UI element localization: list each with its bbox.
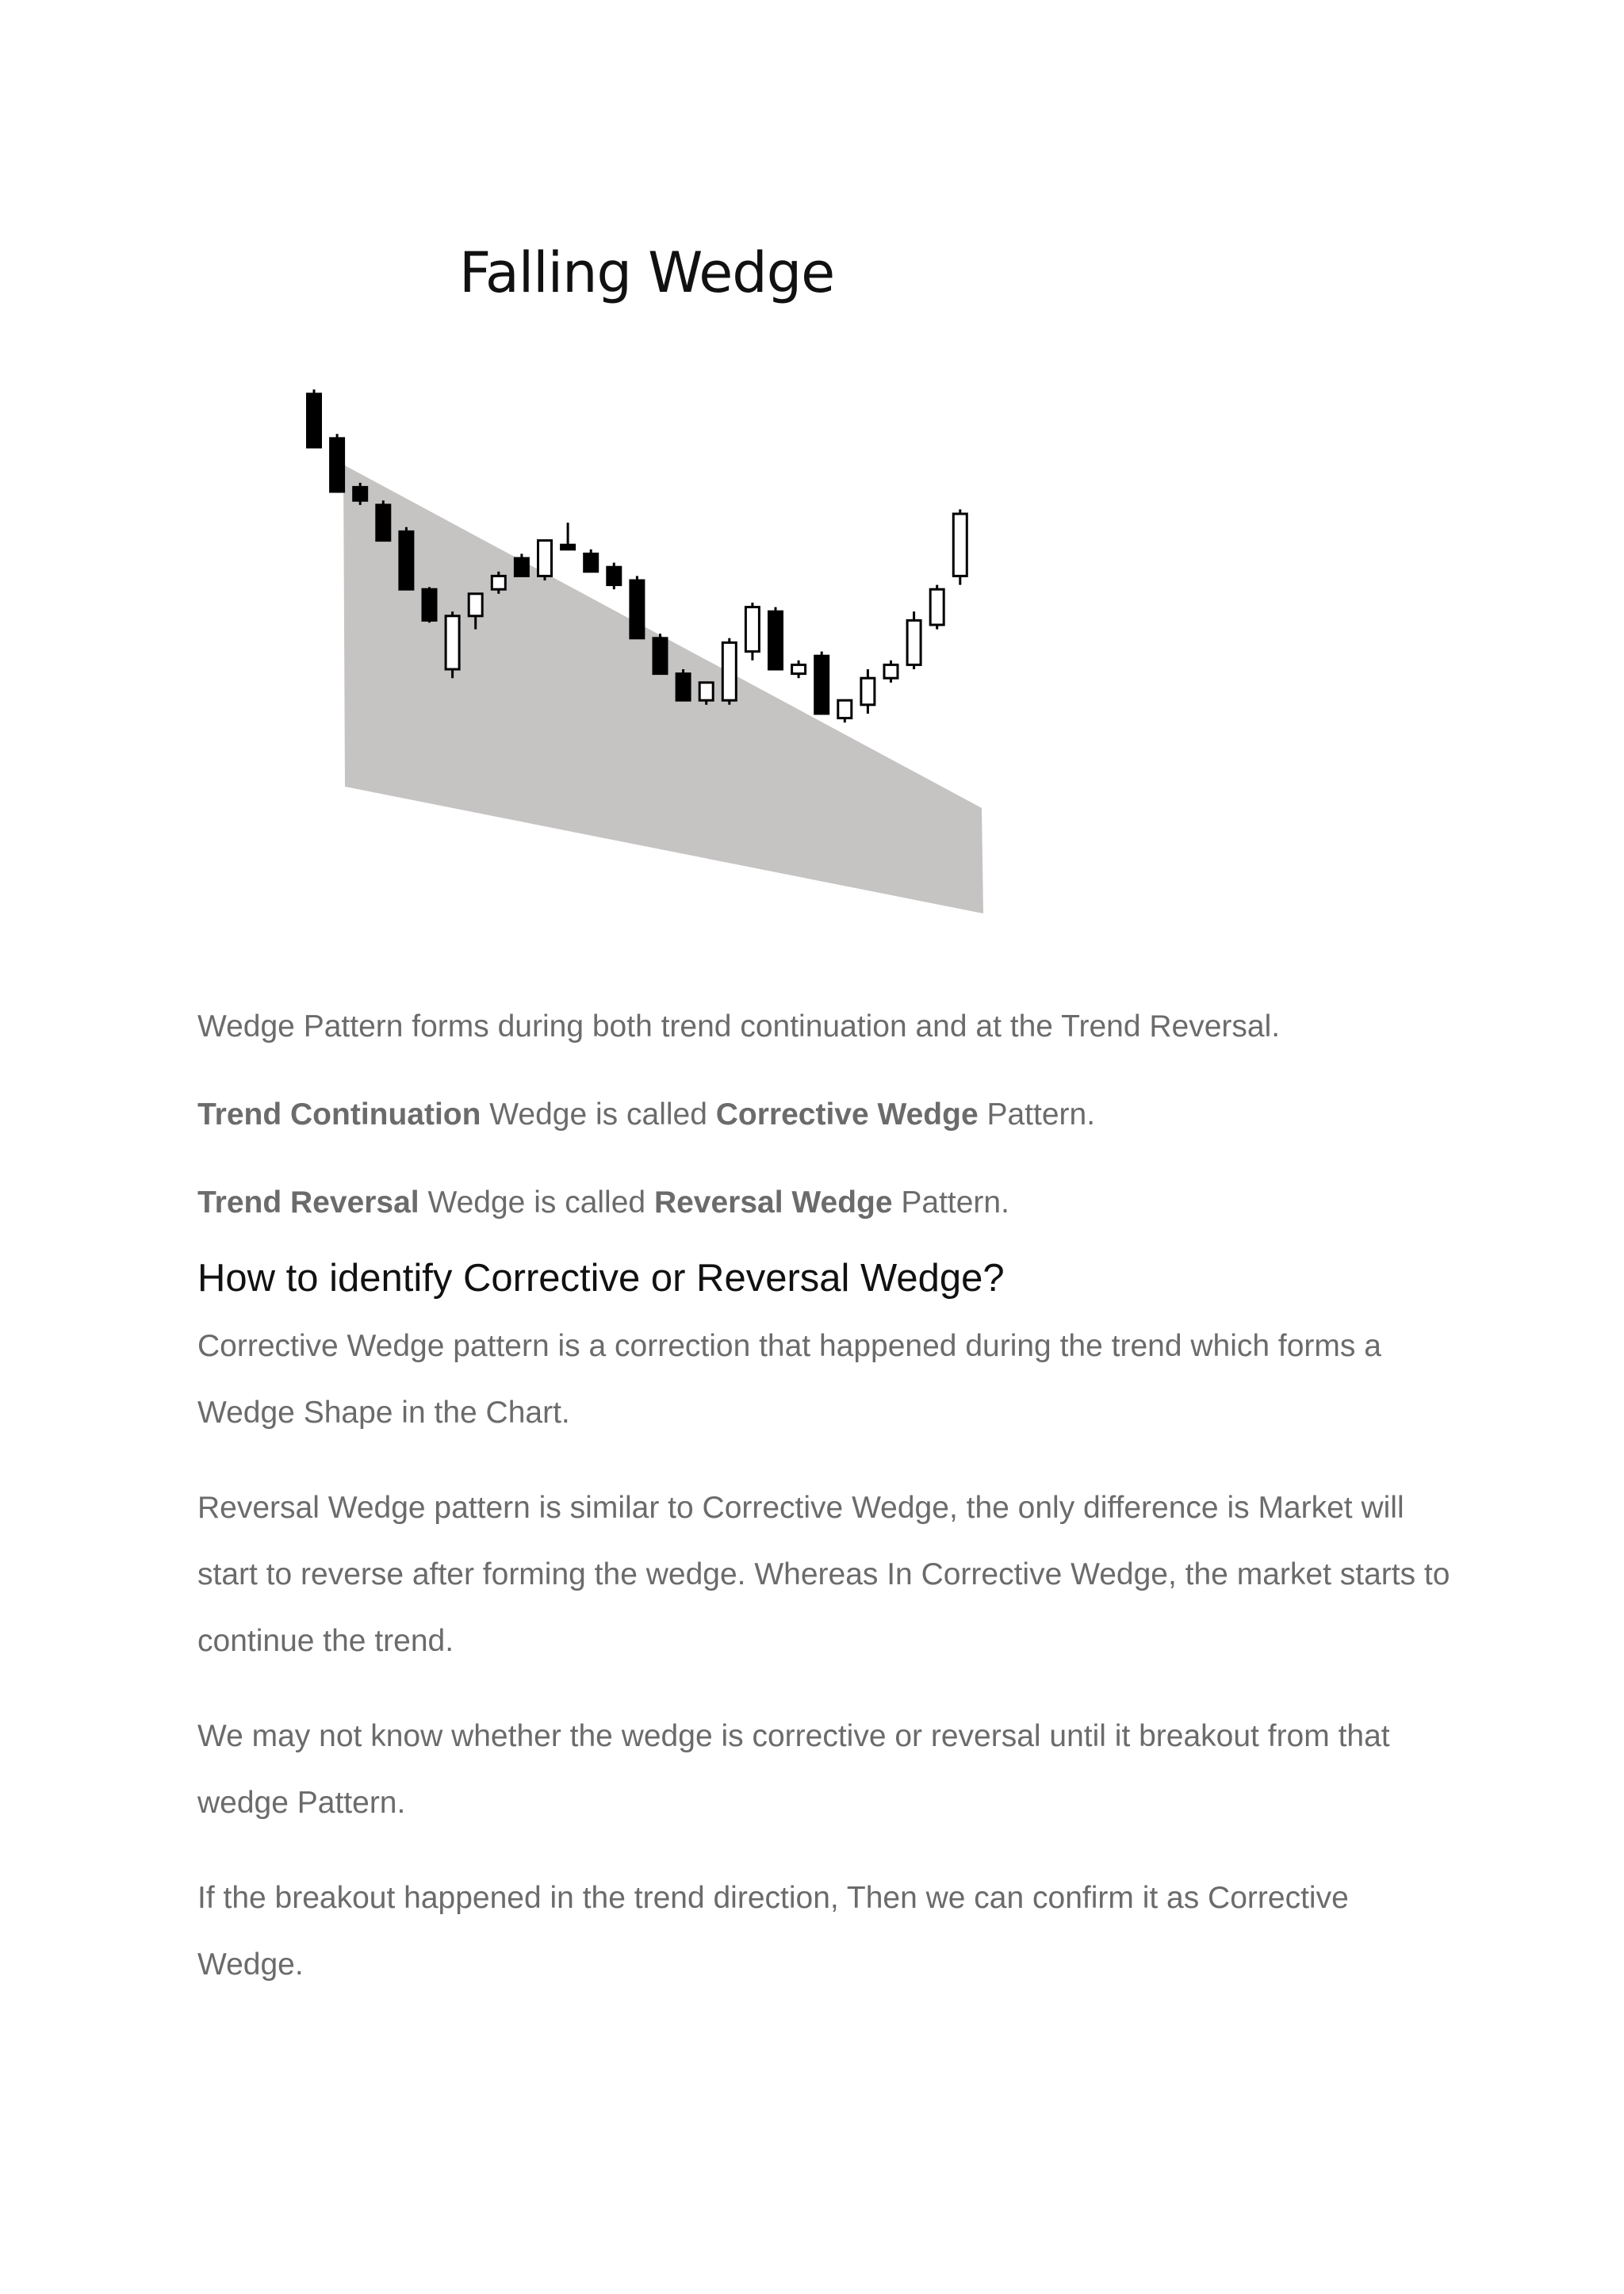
paragraph-breakout-unknown: We may not know whether the wedge is corrective or reversal until it breakout from that wedge Pattern. xyxy=(197,1719,1390,1820)
paragraph-trend-reversal xyxy=(197,1181,1458,1224)
bearish-candle xyxy=(815,656,829,714)
bearish-candle xyxy=(354,487,367,500)
bearish-candle xyxy=(607,567,621,584)
bullish-candle xyxy=(699,683,713,700)
text-fragment: Wedge is called xyxy=(419,1185,654,1220)
term-corrective-wedge: Corrective Wedge xyxy=(715,1097,979,1132)
bullish-candle xyxy=(469,594,482,616)
term-reversal-wedge: Reversal Wedge xyxy=(653,1185,893,1220)
text-fragment: Wedge is called xyxy=(481,1097,716,1132)
text-fragment: Pattern. xyxy=(978,1097,1096,1132)
term-trend-continuation: Trend Continuation xyxy=(197,1097,481,1132)
bearish-candle xyxy=(308,394,321,447)
bearish-candle xyxy=(584,553,598,571)
bullish-candle xyxy=(953,514,967,576)
section-heading: How to identify Corrective or Reversal Wedge? xyxy=(197,1257,1005,1300)
text-fragment: Pattern. xyxy=(892,1185,1009,1220)
bullish-candle xyxy=(745,607,759,652)
bullish-candle xyxy=(838,700,852,718)
bullish-candle xyxy=(492,576,505,589)
wedge-shape xyxy=(343,465,983,913)
bullish-candle xyxy=(722,642,736,700)
bearish-candle xyxy=(377,505,390,541)
bearish-candle xyxy=(676,674,690,701)
bullish-candle xyxy=(861,678,875,705)
bullish-candle xyxy=(446,616,459,669)
bullish-candle xyxy=(538,541,552,576)
bearish-candle xyxy=(400,531,413,589)
bullish-candle xyxy=(884,664,898,678)
bearish-candle xyxy=(769,611,783,669)
paragraph-trend-continuation xyxy=(197,1093,1458,1136)
falling-wedge-figure xyxy=(270,230,1031,928)
bearish-candle xyxy=(423,589,436,620)
bullish-candle xyxy=(930,589,944,625)
bearish-candle xyxy=(653,638,667,674)
bearish-candle xyxy=(561,545,575,550)
bearish-candle xyxy=(515,558,528,576)
paragraph-corrective-wedge: Corrective Wedge pattern is a correction that happened during the trend which forms a Wedge Shape in the Chart. xyxy=(197,1329,1381,1430)
bullish-candle xyxy=(907,620,921,664)
article-body xyxy=(197,1005,1458,2027)
bullish-candle xyxy=(792,664,806,673)
figure-title: Falling Wedge xyxy=(459,240,835,305)
bearish-candle xyxy=(331,439,344,492)
paragraph-intro: Wedge Pattern forms during both trend continuation and at the Trend Reversal. xyxy=(197,1009,1281,1044)
falling-wedge-chart xyxy=(270,230,1031,928)
paragraph-reversal-wedge: Reversal Wedge pattern is similar to Corrective Wedge, the only difference is Market will start to reverse after forming the wedge. Whereas In Corrective Wedge, the market starts to continue the trend. xyxy=(197,1491,1450,1658)
paragraph-breakout-confirm: If the breakout happened in the trend direction, Then we can confirm it as Corrective Wedge. xyxy=(197,1881,1349,1982)
term-trend-reversal: Trend Reversal xyxy=(197,1185,419,1220)
bearish-candle xyxy=(630,580,644,638)
